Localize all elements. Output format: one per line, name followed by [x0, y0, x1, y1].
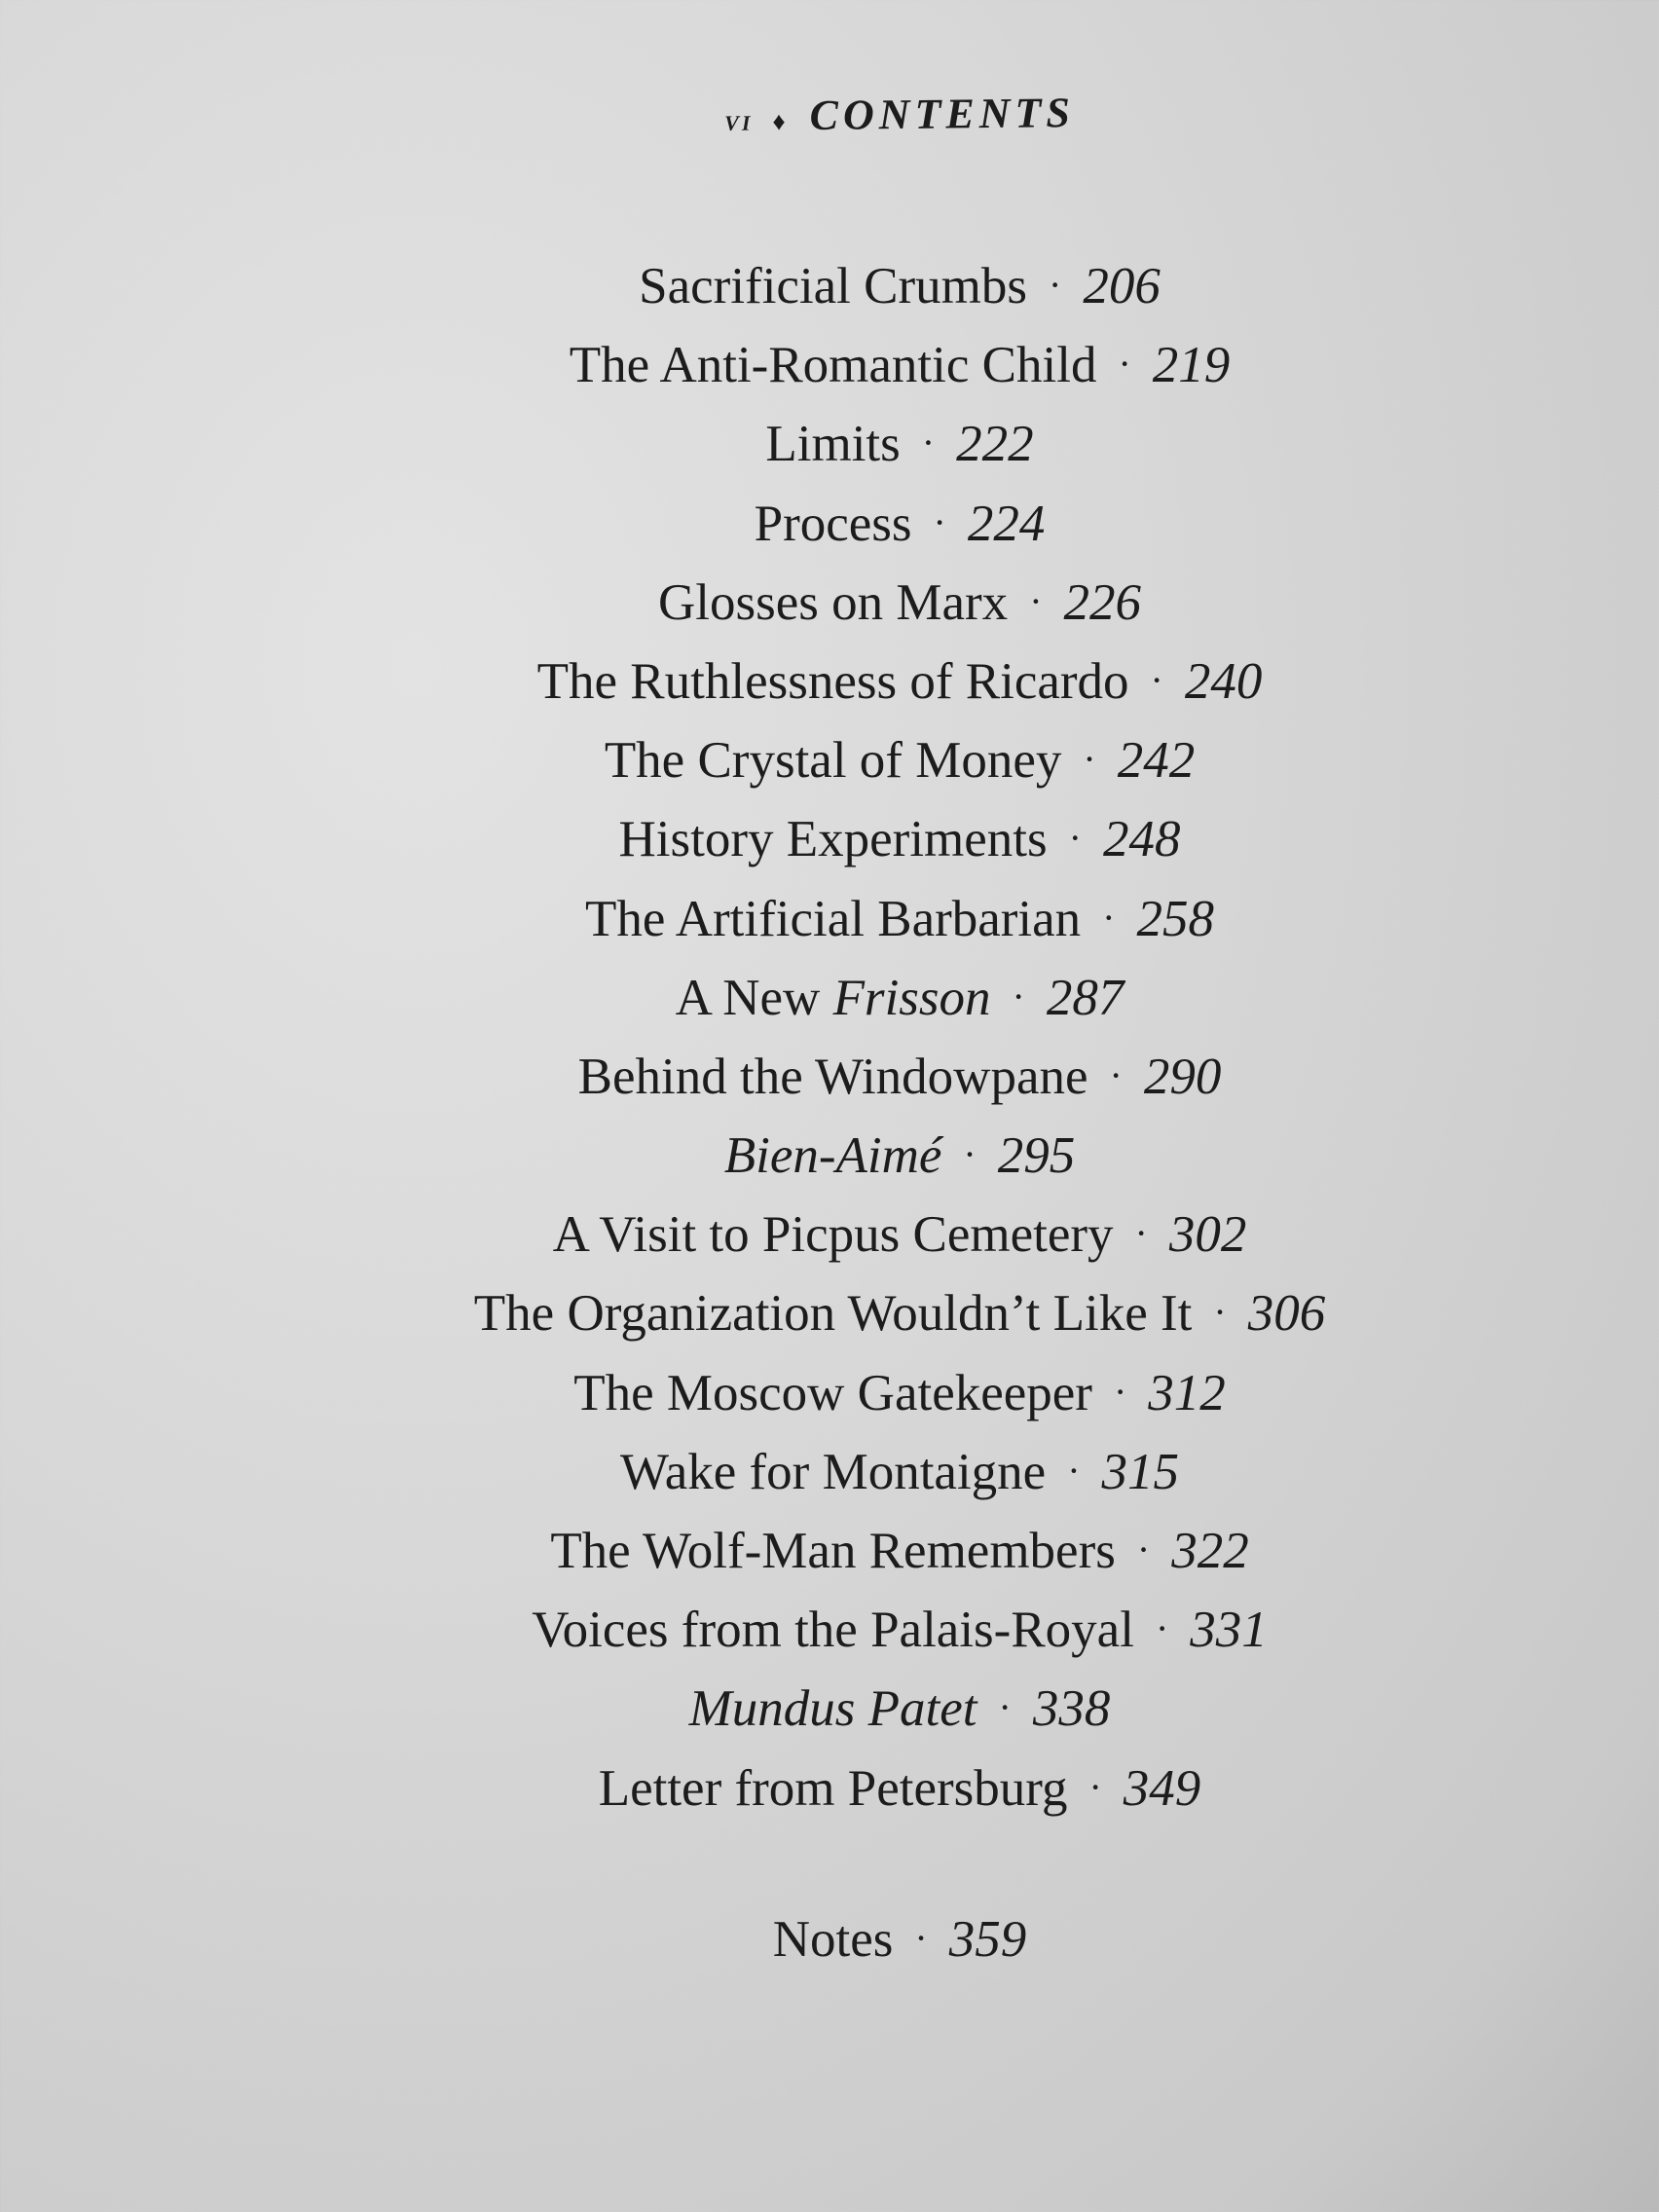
contents-entry — [70, 957, 1659, 1036]
separator-dot: · — [933, 499, 946, 544]
entry-page-number: 222 — [956, 416, 1034, 473]
separator-dot: · — [1109, 1052, 1123, 1097]
entry-title: The Ruthlessness of Ricardo — [536, 652, 1129, 710]
entry-page-number: 290 — [1143, 1048, 1222, 1105]
contents-entry — [70, 878, 1659, 957]
entry-page-number: 248 — [1102, 811, 1181, 868]
separator-dot: · — [1118, 342, 1131, 387]
entry-page-number: 315 — [1101, 1443, 1180, 1500]
separator-dot: · — [1088, 1764, 1102, 1809]
separator-dot: · — [1150, 657, 1163, 702]
entry-title: Glosses on Marx — [657, 573, 1009, 631]
separator-dot: · — [1012, 974, 1025, 1018]
entry-page-number: 219 — [1152, 336, 1231, 393]
separator-dot: · — [1029, 578, 1043, 623]
contents-entry — [70, 1194, 1659, 1272]
contents-entry — [70, 1115, 1659, 1194]
entry-title: A Visit to Picpus Cemetery — [552, 1206, 1114, 1264]
entry-title: The Wolf-Man Remembers — [550, 1522, 1116, 1579]
separator-dot: · — [1068, 816, 1082, 861]
contents-entry — [70, 245, 1659, 324]
entry-title: Bien-Aimé — [723, 1126, 942, 1184]
entry-title: Behind the Windowpane — [577, 1048, 1088, 1105]
contents-entry — [70, 798, 1659, 877]
contents-entry — [70, 641, 1659, 719]
contents-entry — [70, 562, 1659, 641]
separator-dot: · — [963, 1132, 977, 1177]
entry-title: The Artificial Barbarian — [585, 890, 1082, 947]
entry-title: Mundus Patet — [688, 1680, 977, 1738]
separator-dot: · — [1049, 263, 1062, 307]
entry-page-number: 258 — [1136, 890, 1214, 947]
separator-dot: · — [1102, 895, 1116, 940]
contents-entry — [70, 1431, 1659, 1510]
entry-page-number: 224 — [967, 495, 1046, 552]
notes-title: Notes — [772, 1910, 894, 1968]
entry-page-number: 306 — [1247, 1285, 1326, 1343]
contents-entry — [70, 1272, 1659, 1351]
separator-dot: · — [1213, 1290, 1227, 1335]
entry-title: Letter from Petersburg — [598, 1759, 1068, 1817]
separator-dot: · — [1083, 737, 1096, 782]
entry-page-number: 206 — [1083, 257, 1161, 314]
separator-dot: · — [1113, 1369, 1127, 1414]
entry-title: Wake for Montaigne — [619, 1443, 1047, 1500]
contents-entry — [70, 1589, 1659, 1668]
entry-title: The Anti-Romantic Child — [569, 336, 1097, 393]
entry-title: The Crystal of Money — [604, 731, 1062, 789]
entry-title-roman: A New — [675, 969, 833, 1026]
entry-title: The Organization Wouldn’t Like It — [473, 1285, 1193, 1343]
entry-title: Voices from the Palais-Royal — [532, 1601, 1134, 1658]
entry-page-number: 331 — [1190, 1601, 1268, 1658]
entry-page-number: 240 — [1184, 652, 1263, 710]
entry-page-number: 302 — [1168, 1206, 1247, 1264]
entry-page-number: 226 — [1063, 573, 1142, 631]
entry-page-number: 322 — [1171, 1522, 1249, 1579]
contents-entry — [70, 1668, 1659, 1747]
entry-title: Process — [754, 495, 912, 552]
entry-page-number: 349 — [1123, 1759, 1201, 1817]
separator-dot: · — [1136, 1528, 1151, 1571]
contents-list — [70, 245, 1659, 1826]
contents-entry — [70, 324, 1659, 403]
entry-title: Sacrificial Crumbs — [639, 257, 1028, 314]
running-head — [70, 81, 1659, 148]
contents-entry — [70, 483, 1659, 562]
entry-title-italic: Frisson — [832, 969, 991, 1026]
contents-entry — [70, 1036, 1659, 1115]
entry-page-number: 312 — [1148, 1364, 1226, 1421]
contents-entry — [70, 403, 1659, 482]
separator-dot: · — [1067, 1448, 1081, 1493]
diamond-ornament-icon: ♦ — [772, 107, 791, 136]
entry-title — [676, 969, 991, 1025]
entry-page-number: 242 — [1117, 731, 1196, 789]
notes-entry — [70, 1899, 1659, 1979]
entry-title: Limits — [765, 416, 901, 473]
entry-page-number: 295 — [997, 1126, 1076, 1184]
separator-dot: · — [1155, 1606, 1169, 1651]
entry-page-number: 338 — [1032, 1680, 1111, 1738]
entry-page-number: 287 — [1046, 969, 1124, 1026]
running-head-title: CONTENTS — [809, 89, 1076, 139]
separator-dot: · — [998, 1685, 1012, 1730]
entry-title: The Moscow Gatekeeper — [573, 1364, 1092, 1421]
separator-dot: · — [921, 421, 936, 465]
contents-entry — [70, 719, 1659, 798]
contents-entry — [70, 1352, 1659, 1431]
notes-page-number: 359 — [948, 1910, 1027, 1968]
entry-title: History Experiments — [618, 811, 1048, 868]
separator-dot: · — [1134, 1211, 1148, 1256]
folio-number: vi — [723, 101, 754, 137]
contents-entry — [70, 1748, 1659, 1826]
contents-entry — [70, 1510, 1659, 1589]
separator-dot: · — [914, 1916, 928, 1960]
